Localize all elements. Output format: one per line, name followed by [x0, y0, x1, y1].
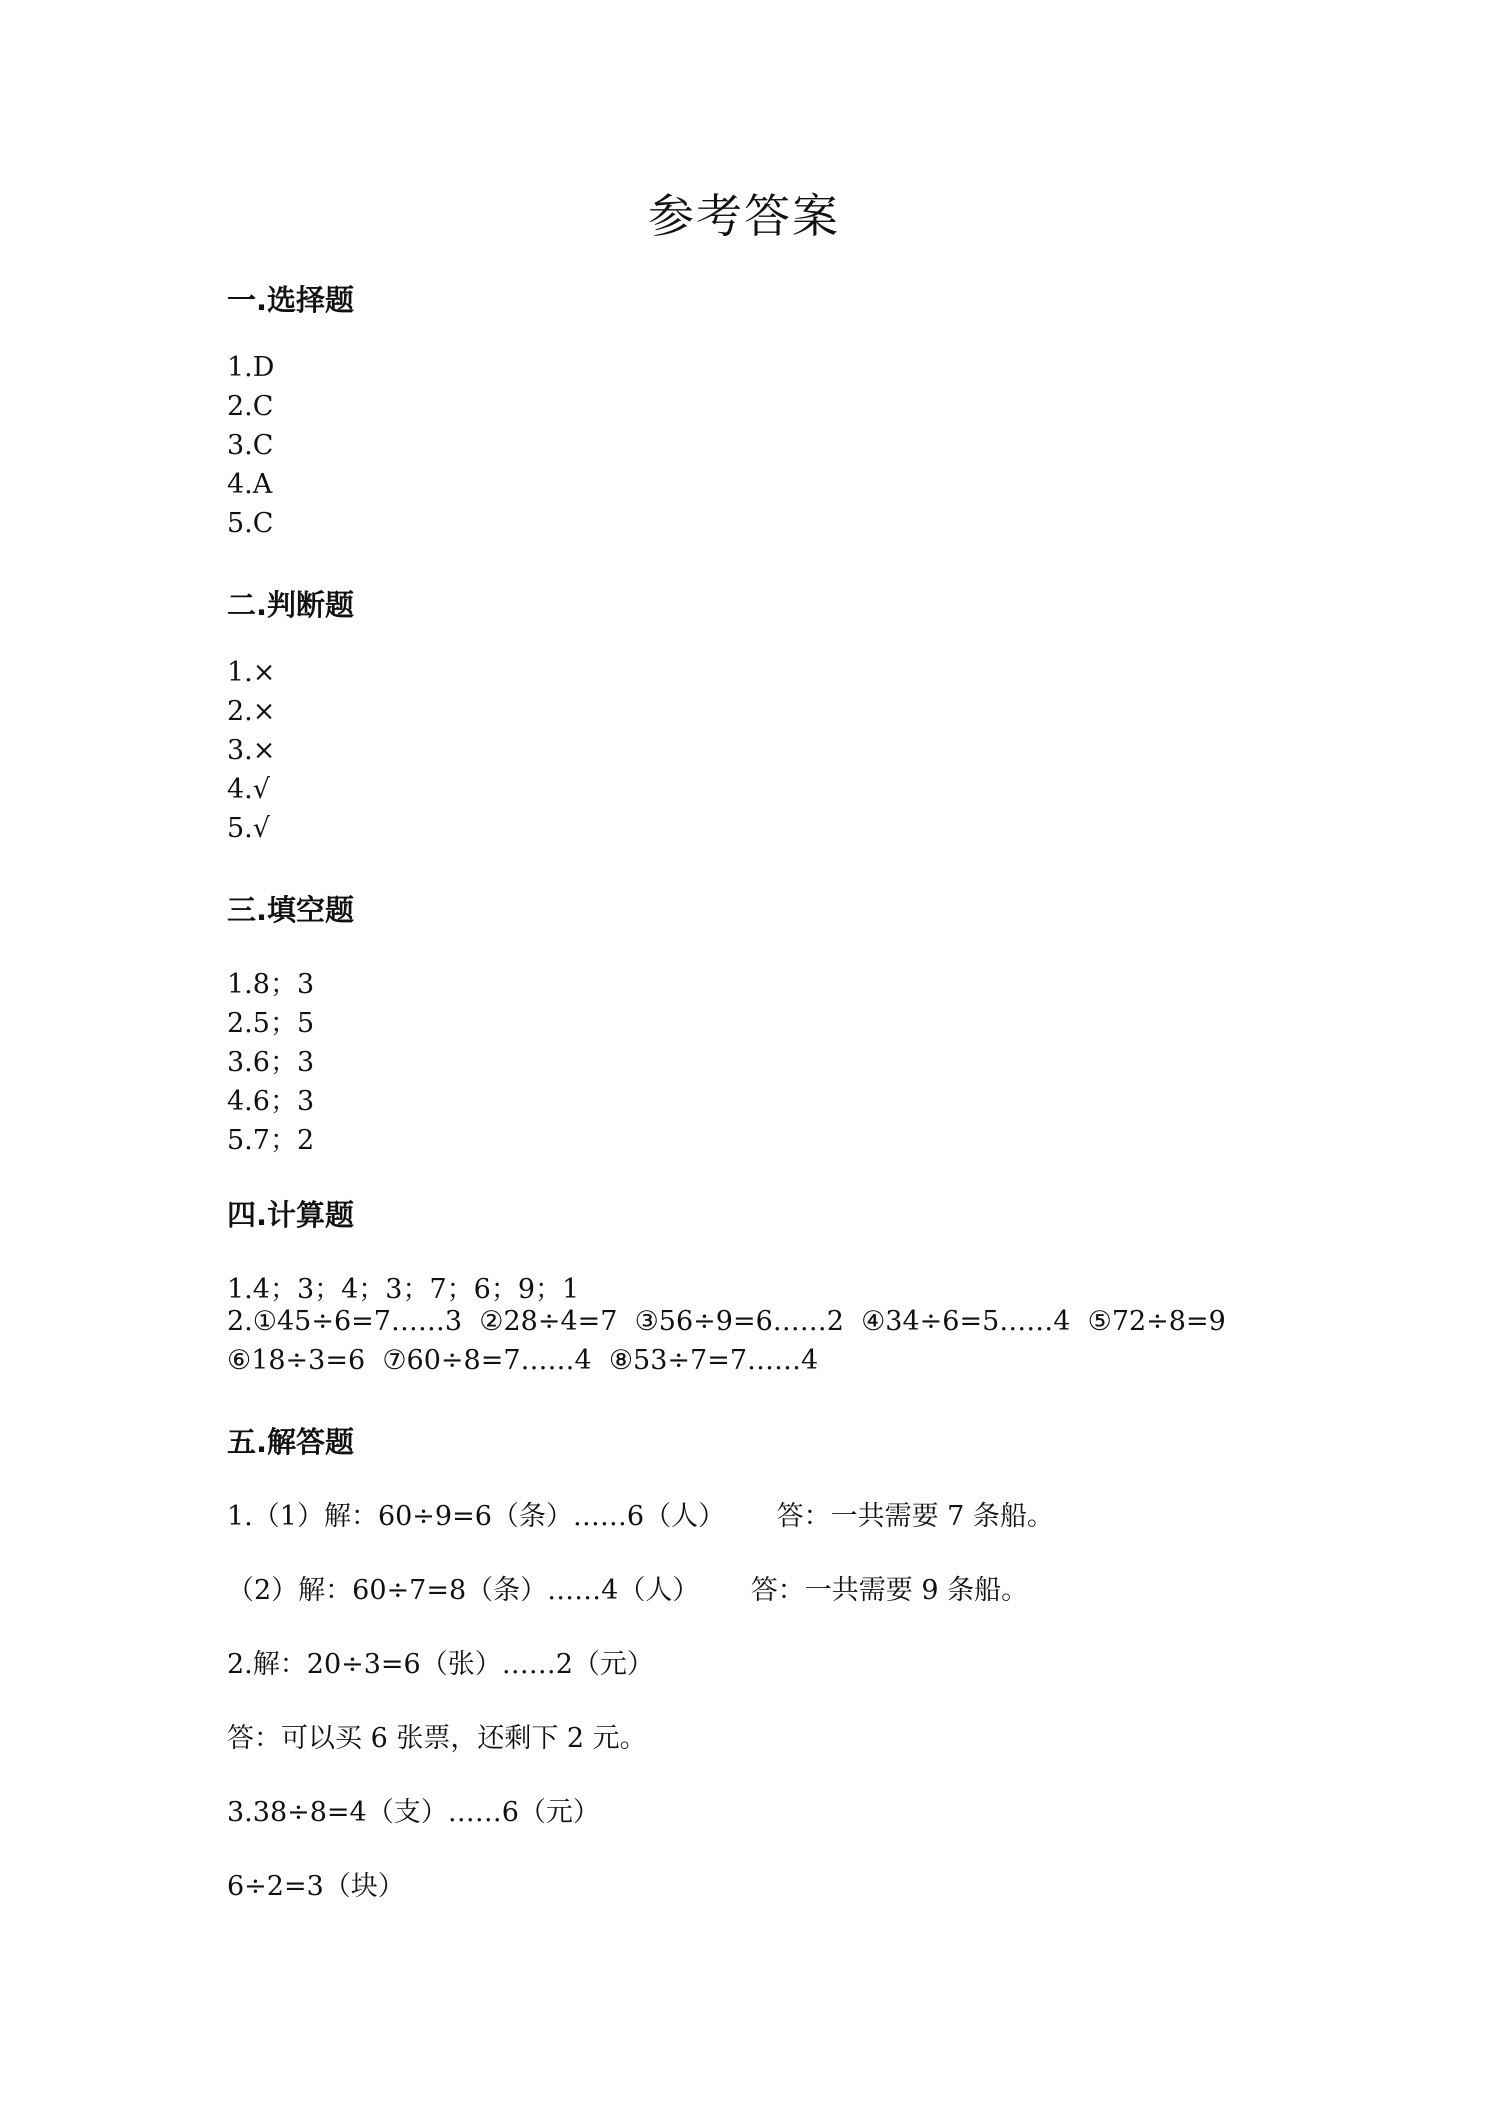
section-heading-fill: 三.填空题 [227, 893, 355, 927]
list-item: 1.4；3；4；3；7；6；9；1 [227, 1274, 580, 1305]
section-heading-answer: 五.解答题 [227, 1425, 355, 1459]
list-item: 4.√ [227, 774, 270, 805]
list-item: 3.C [227, 430, 274, 461]
list-item: 2.①45÷6=7……3 ②28÷4=7 ③56÷9=6……2 ④34÷6=5……4 ⑤72÷8=9 [227, 1306, 1226, 1337]
section-heading-choice: 一.选择题 [227, 283, 355, 317]
page-title: 参考答案 [648, 189, 840, 243]
list-item: 5.7；2 [227, 1125, 315, 1156]
list-item: 6÷2=3（块） [227, 1871, 405, 1902]
list-item: ⑥18÷3=6 ⑦60÷8=7……4 ⑧53÷7=7……4 [227, 1345, 819, 1376]
list-item: 1.× [227, 657, 276, 688]
section-heading-calc: 四.计算题 [227, 1198, 355, 1232]
list-item: 2.解：20÷3=6（张）……2（元） [227, 1649, 654, 1680]
list-item: （2）解：60÷7=8（条）……4（人） 答：一共需要 9 条船。 [227, 1575, 1029, 1606]
list-item: 1.D [227, 352, 275, 383]
list-item: 2.× [227, 696, 276, 727]
list-item: 3.× [227, 735, 276, 766]
list-item: 3.6；3 [227, 1047, 315, 1078]
list-item: 答：可以买 6 张票，还剩下 2 元。 [227, 1723, 647, 1754]
list-item: 3.38÷8=4（支）……6（元） [227, 1797, 600, 1828]
list-item: 4.6；3 [227, 1086, 315, 1117]
list-item: 5.C [227, 508, 274, 539]
list-item: 1.8；3 [227, 969, 315, 1000]
section-heading-judge: 二.判断题 [227, 588, 355, 622]
list-item: 2.C [227, 391, 274, 422]
list-item: 4.A [227, 469, 273, 500]
list-item: 1.（1）解：60÷9=6（条）……6（人） 答：一共需要 7 条船。 [227, 1501, 1054, 1532]
list-item: 5.√ [227, 813, 270, 844]
list-item: 2.5；5 [227, 1008, 315, 1039]
